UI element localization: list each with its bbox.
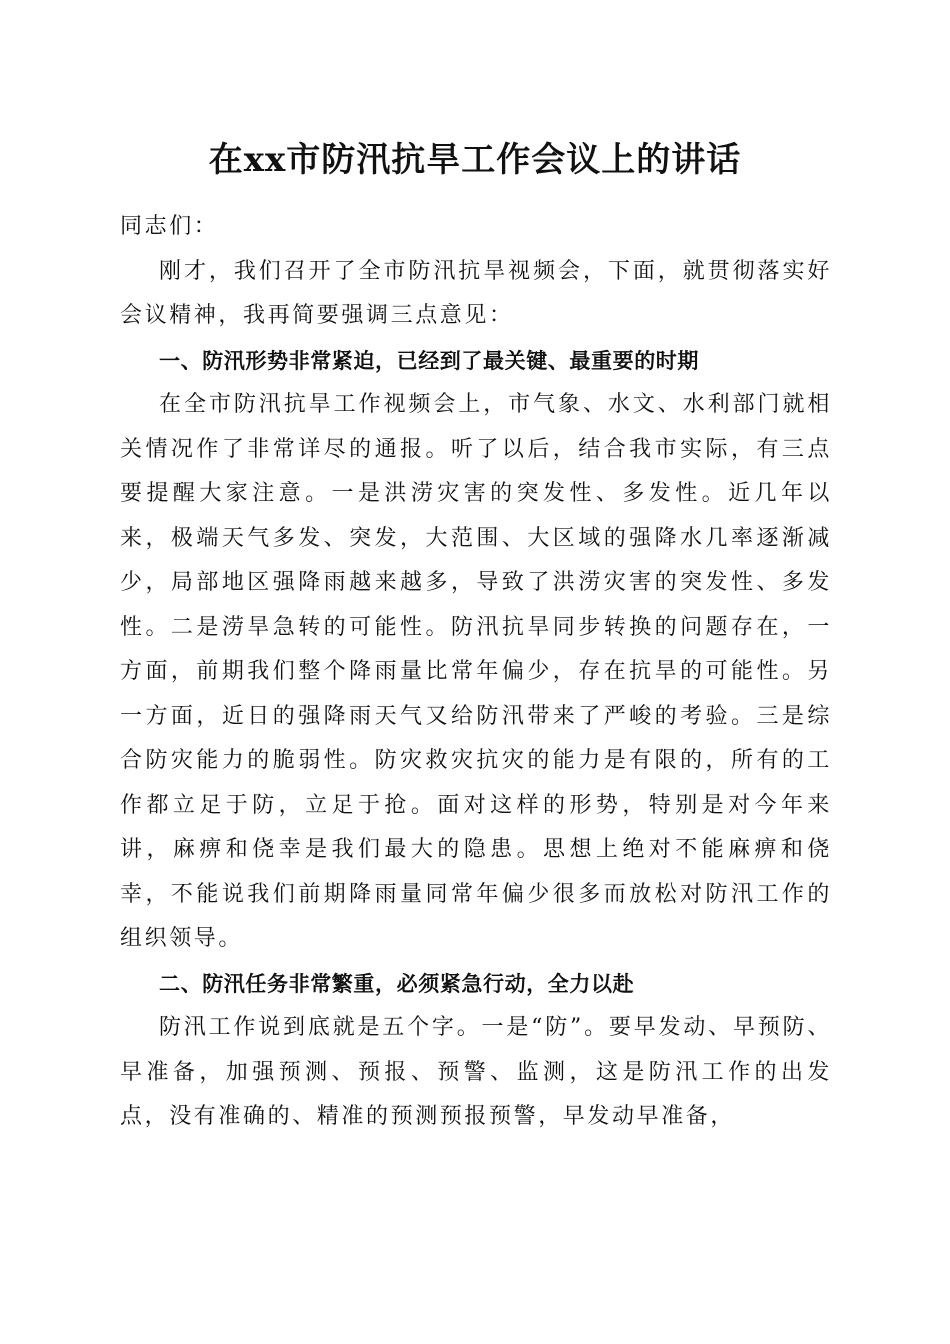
section-2-paragraph: 防汛工作说到底就是五个字。一是“防”。要早发动、早预防、早准备，加强预测、预报、预警、监测，这是防汛工作的出发点，没有准确的、精准的预测预报预警，早发动早准备，: [120, 1015, 832, 1129]
salutation: 同志们：: [120, 214, 219, 239]
intro-paragraph: 刚才，我们召开了全市防汛抗旱视频会，下面，就贯彻落实好会议精神，我再简要强调三点意见：: [120, 258, 832, 328]
document-title: 在xx市防汛抗旱工作会议上的讲话: [208, 140, 742, 180]
section-1-paragraph: 在全市防汛抗旱工作视频会上，市气象、水文、水利部门就相关情况作了非常详尽的通报。听了以后，结合我市实际，有三点要提醒大家注意。一是洪涝灾害的突发性、多发性。近几年以来，极端天气多发、突发，大范围、大区域的强降水几率逐渐减少，局部地区强降雨越来越多，导致了洪涝灾害的突发性、多发性。二是涝旱急转的可能性。防汛抗旱同步转换的问题存在，一方面，前期我们整个降雨量比常年偏少，存在抗旱的可能性。另一方面，近日的强降雨天气又给防汛带来了严峻的考验。三是综合防灾能力的脆弱性。防灾救灾抗灾的能力是有限的，所有的工作都立足于防，立足于抢。面对这样的形势，特别是对今年来讲，麻痹和侥幸是我们最大的隐患。思想上绝对不能麻痹和侥幸，不能说我们前期降雨量同常年偏少很多而放松对防汛工作的组织领导。: [120, 392, 832, 951]
section-2-heading: 二、防汛任务非常繁重，必须紧急行动，全力以赴: [159, 971, 635, 996]
section-1-heading: 一、防汛形势非常紧迫，已经到了最关键、最重要的时期: [159, 348, 699, 373]
document-body: [120, 205, 832, 1140]
